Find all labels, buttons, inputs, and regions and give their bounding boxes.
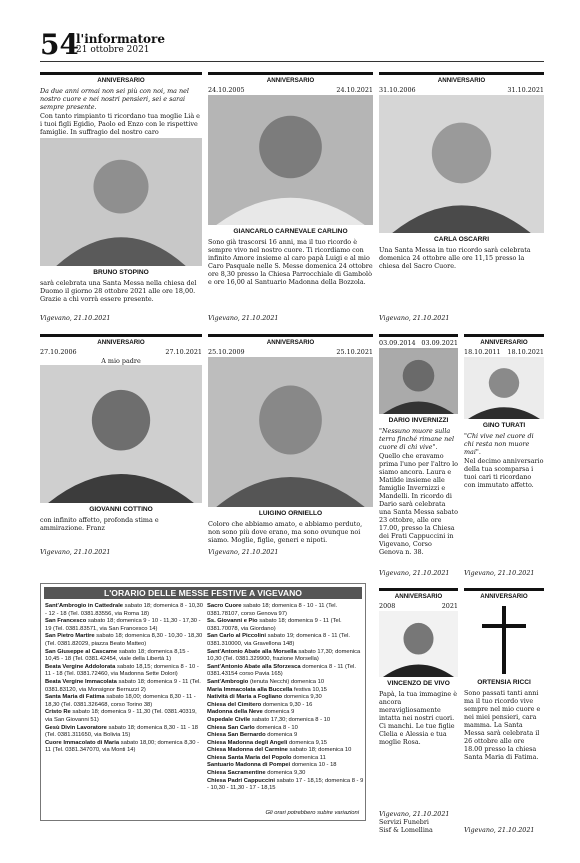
mass-entry bbox=[207, 778, 365, 793]
portrait-photo bbox=[40, 138, 202, 266]
card-top-bar bbox=[379, 72, 544, 75]
mass-times: domenica 8 - 11 (Tel. 0381.43154 corso Pavia 165) bbox=[207, 663, 356, 678]
publication-date: 21 ottobre 2021 bbox=[76, 45, 150, 55]
mass-times: sabato 18; domenica 10 bbox=[289, 747, 352, 754]
card-name: GINO TURATI bbox=[482, 422, 526, 429]
mass-entry bbox=[45, 633, 203, 648]
card-name: BRUNO STOPINO bbox=[93, 269, 149, 276]
card-title: ANNIVERSARIO bbox=[480, 593, 528, 600]
church-name: Ospedale Civile bbox=[207, 716, 251, 723]
card-top-bar bbox=[379, 334, 458, 337]
card-title: ANNIVERSARIO bbox=[266, 339, 315, 346]
card-title: ANNIVERSARIO bbox=[97, 77, 145, 84]
church-name: San Pietro Martire bbox=[45, 633, 95, 640]
card-signature: Vigevano, 21.10.2021 bbox=[40, 548, 111, 556]
mass-times: sabato 18; domenica 9 - 11 (Tel. 0381.83120, via Monsignor Bernuzzi 2) bbox=[45, 678, 201, 693]
church-name: Santa Maria di Fatima bbox=[45, 694, 105, 701]
card-funeral-service-name: Sisf & Lomellina bbox=[379, 826, 433, 834]
portrait-photo bbox=[464, 357, 544, 419]
mass-times: sabato 18,15; domenica 8 - 10 - 11 - 18 (Tel. 0381.72460, via Madonna Sette Dolori) bbox=[45, 663, 199, 678]
mass-times: domenica 11 bbox=[293, 754, 326, 761]
mass-times: sabato 18; domenica 8,15 - 10,45 - 18 (Tel. 0381.42454, viale della Libertà 1) bbox=[45, 648, 190, 663]
card-signature: Vigevano, 21.10.2021 bbox=[464, 826, 535, 834]
church-name: Sant'Ambrogio in Cattedrale bbox=[45, 603, 124, 609]
card-header bbox=[40, 339, 202, 348]
church-name: Beata Vergine Addolorata bbox=[45, 663, 116, 670]
card-devivo bbox=[379, 588, 458, 834]
mass-entry bbox=[207, 702, 365, 710]
card-body: sarà celebrata una Santa Messa nella chiesa del Duomo il giorno 28 ottobre 2021 alle ore 18,00. Grazie a chi vorrà essere presente. bbox=[40, 279, 197, 303]
mass-entry bbox=[207, 709, 365, 717]
date-birth: 2008 bbox=[379, 602, 396, 610]
mass-times: sabato 18; domenica 8 - 10,30 - 12 - 18 (Tel. 0381.83556, via Roma 18) bbox=[45, 603, 203, 617]
date-birth: 31.10.2006 bbox=[379, 86, 416, 94]
card-quote: "Nessuno muore sulla terra finché rimane nel cuore di chi vive". bbox=[379, 427, 455, 451]
mass-times: sabato 18; domenica 9 - 11,30 (Tel. 0381.40319, via San Giovanni 51) bbox=[45, 709, 197, 723]
mass-entry bbox=[45, 709, 203, 724]
page-header bbox=[40, 30, 544, 62]
card-dates bbox=[464, 348, 544, 357]
portrait-photo bbox=[379, 95, 544, 233]
church-name: Cristo Re bbox=[45, 709, 71, 716]
card-title: ANNIVERSARIO bbox=[394, 593, 443, 600]
mass-times: sabato 18; domenica 8 - 10 - 11 (Tel. 0381.78107, corso Genova 97) bbox=[207, 603, 338, 617]
card-name: DARIO INVERNIZZI bbox=[388, 417, 449, 424]
card-body: Papà, la tua immagine è ancora meravigliosamente intatta nei nostri cuori. Ci manchi. Le tue figlie Clelia e Alessia e tua moglie Rosa. bbox=[379, 690, 458, 746]
mass-times: sabato 18; domenica 9 - 10 - 11,30 - 17,30 - 19 (Tel. 0381.83571, via San Francesco 14) bbox=[45, 618, 201, 632]
date-anniversary: 27.10.2021 bbox=[165, 348, 202, 356]
card-name: GIANCARLO CARNEVALE CARLINO bbox=[233, 228, 348, 235]
church-name: San Giuseppe al Cascame bbox=[45, 648, 118, 655]
mass-entry bbox=[207, 732, 365, 740]
mass-times: sabato 17,30; domenica 10,30 (Tel. 0381.329900, frazione Morsella) bbox=[207, 648, 361, 663]
mass-entry bbox=[207, 694, 365, 702]
card-turati bbox=[464, 334, 544, 577]
mass-times: sabato 17 - 18,15; domenica 8 - 9 - 10,30 - 11,30 - 17 - 18,15 bbox=[207, 777, 364, 792]
church-name: Natività di Maria a Fogliano bbox=[207, 694, 283, 701]
card-header bbox=[464, 593, 544, 602]
church-name: Chiesa Madonna del Carmine bbox=[207, 747, 288, 754]
church-name: San Francesco bbox=[45, 618, 87, 625]
mass-schedule-column-right bbox=[207, 603, 365, 793]
card-body: Nel decimo anniversario della tua scomparsa i tuoi cari ti ricordano con immutato affetto. bbox=[464, 457, 544, 489]
mass-times: sabato 18; domenica 8,30 - 11 - 18 (Tel. 0381.311650, via Bolivia 15) bbox=[45, 724, 198, 739]
card-header bbox=[40, 77, 202, 86]
date-birth: 25.10.2009 bbox=[208, 348, 245, 356]
church-name: Sacro Cuore bbox=[207, 603, 242, 609]
mass-entry bbox=[207, 679, 365, 687]
mass-entry bbox=[207, 618, 365, 633]
card-ricci bbox=[464, 588, 544, 834]
mass-entry bbox=[207, 747, 365, 755]
card-header bbox=[208, 339, 373, 348]
mass-entry bbox=[207, 687, 365, 695]
mass-times: domenica 9,30 - 16 bbox=[262, 701, 313, 708]
mass-times: sabato 18; domenica 8,30 - 10,30 - 18,30 (Tel. 0381.82029, piazza Beato Matteo) bbox=[45, 633, 203, 647]
cross-icon bbox=[464, 602, 544, 676]
card-top-bar bbox=[40, 72, 202, 75]
card-top-bar bbox=[379, 588, 458, 591]
card-name: GIOVANNI COTTINO bbox=[89, 506, 153, 513]
card-top-bar bbox=[208, 72, 373, 75]
mass-times: festiva 10,15 bbox=[294, 686, 327, 693]
portrait-photo bbox=[40, 365, 202, 503]
date-birth: 18.10.2011 bbox=[464, 348, 501, 356]
church-name: Gesù Divin Lavoratore bbox=[45, 724, 107, 731]
mass-entry bbox=[207, 633, 365, 648]
mass-times: domenica 10 - 18 bbox=[291, 762, 337, 769]
portrait-photo bbox=[379, 348, 458, 414]
mass-entry bbox=[207, 755, 365, 763]
church-name: Sant'Antonio Abate alla Sforzesca bbox=[207, 663, 301, 670]
mass-entry bbox=[207, 649, 365, 664]
portrait-photo bbox=[208, 357, 373, 507]
mass-times: sabato 18,00; domenica 8,30 - 11 - 18,30 (Tel. 0381.326468, corso Torino 38) bbox=[45, 694, 196, 708]
card-body: Una Santa Messa in tuo ricordo sarà celebrata domenica 24 ottobre alle ore 11,15 presso la chiesa del Sacro Cuore. bbox=[379, 246, 531, 270]
date-anniversary: 2021 bbox=[441, 602, 458, 610]
date-anniversary: 24.10.2021 bbox=[336, 86, 373, 94]
date-birth: 27.10.2006 bbox=[40, 348, 77, 356]
page-number: 54 bbox=[40, 28, 79, 61]
mass-entry bbox=[207, 740, 365, 748]
card-name: ORTENSIA RICCI bbox=[477, 679, 531, 686]
card-header bbox=[379, 77, 544, 86]
card-cottino bbox=[40, 334, 202, 556]
card-body: con infinito affetto, profonda stima e ammirazione. Franz bbox=[40, 516, 159, 532]
card-signature: Vigevano, 21.10.2021 bbox=[379, 810, 450, 818]
card-carlino bbox=[208, 72, 373, 322]
date-anniversary: 18.10.2021 bbox=[507, 348, 544, 356]
card-funeral-service: Servizi Funebri bbox=[379, 818, 429, 826]
mass-times: domenica 9,15 bbox=[288, 739, 327, 746]
card-signature: Vigevano, 21.10.2021 bbox=[379, 314, 450, 322]
card-dates bbox=[40, 348, 202, 357]
date-birth: 03.09.2014 bbox=[379, 339, 416, 347]
mass-times: domenica 8 - 10 bbox=[256, 724, 298, 731]
card-signature: Vigevano, 21.10.2021 bbox=[464, 569, 535, 577]
card-stopino bbox=[40, 72, 202, 322]
card-quote: Da due anni ormai non sei più con noi, ma nel nostro cuore e nei nostri pensieri, sei e sarai sempre presente. bbox=[40, 87, 189, 111]
church-name: Santuario Madonna di Pompei bbox=[207, 762, 291, 769]
card-header bbox=[464, 339, 544, 348]
mass-entry bbox=[45, 740, 203, 755]
church-name: Chiesa Santa Maria del Popolo bbox=[207, 754, 292, 761]
card-dates bbox=[208, 86, 373, 95]
mass-times: domenica 9,30 bbox=[283, 694, 322, 701]
church-name: Maria Immacolata alla Buccella bbox=[207, 686, 293, 693]
card-title: ANNIVERSARIO bbox=[266, 77, 315, 84]
card-title: ANNIVERSARIO bbox=[97, 339, 145, 346]
card-signature: Vigevano, 21.10.2021 bbox=[208, 314, 279, 322]
mass-entry bbox=[45, 649, 203, 664]
card-signature: Vigevano, 21.10.2021 bbox=[208, 548, 279, 556]
mass-entry bbox=[45, 618, 203, 633]
mass-entry bbox=[207, 717, 365, 725]
mass-entry bbox=[207, 603, 365, 618]
mass-entry bbox=[207, 770, 365, 778]
card-signature: Vigevano, 21.10.2021 bbox=[379, 569, 450, 577]
card-top-bar bbox=[208, 334, 373, 337]
mass-times: sabato 17,30; domenica 8 - 10 bbox=[251, 716, 331, 723]
church-name: Chiesa Sacramentine bbox=[207, 770, 266, 777]
date-anniversary: 25.10.2021 bbox=[336, 348, 373, 356]
card-title: ANNIVERSARIO bbox=[437, 77, 486, 84]
portrait-photo bbox=[379, 611, 458, 677]
card-body: Quello che eravamo prima l'uno per l'altro lo siamo ancora. Laura e Matilde insieme alle famiglie Invernizzi e Mandelli. In ricordo di Dario sarà celebrata una Santa Messa sabato 23 ottobre, alle ore 17.00, presso la Chiesa dei Frati Cappuccini in Vigevano, Corso Genova n. 38. bbox=[379, 452, 458, 556]
card-body: Sono passati tanti anni ma il tuo ricordo vive sempre nel mio cuore e nei miei pensieri, cara mamma. La Santa Messa sarà celebrata il 26 ottobre alle ore 18.00 presso la chiesa Santa Maria di Fatima. bbox=[464, 689, 541, 761]
church-name: Chiesa San Carlo bbox=[207, 724, 255, 731]
mass-entry bbox=[45, 603, 203, 618]
card-subtitle: A mio padre bbox=[101, 357, 141, 365]
mass-schedule-box bbox=[40, 583, 366, 821]
mass-entry bbox=[207, 725, 365, 733]
mass-entry bbox=[45, 694, 203, 709]
card-quote: "Chi vive nel cuore di chi resta non muore mai". bbox=[464, 432, 534, 456]
card-dates bbox=[208, 348, 373, 357]
portrait-photo bbox=[208, 95, 373, 225]
card-body: Coloro che abbiamo amato, e abbiamo perduto, non sono più dove erano, ma sono ovunque noi siamo. Moglie, figlie, generi e nipoti. bbox=[208, 520, 363, 544]
mass-schedule-footnote: Gli orari potrebbero subire variazioni bbox=[265, 810, 359, 817]
church-name: Ss. Giovanni e Pio bbox=[207, 618, 258, 625]
publication-name: l'informatore bbox=[76, 32, 165, 46]
card-dates bbox=[379, 86, 544, 95]
mass-times: sabato 18; domenica 9 - 11 (Tel. 0381.70078, via Giordano) bbox=[207, 618, 342, 632]
church-name: San Carlo al Piccolini bbox=[207, 633, 266, 640]
mass-schedule-column-left bbox=[45, 603, 203, 755]
card-top-bar bbox=[464, 334, 544, 337]
mass-schedule-title: L'ORARIO DELLE MESSE FESTIVE A VIGEVANO bbox=[44, 587, 362, 599]
card-dates bbox=[379, 339, 458, 348]
card-name: VINCENZO DE VIVO bbox=[387, 680, 450, 687]
card-name: CARLA OSCARRI bbox=[433, 236, 490, 243]
card-name: LUIGINO ORNIELLO bbox=[258, 510, 323, 517]
mass-entry bbox=[45, 679, 203, 694]
card-invernizzi bbox=[379, 334, 458, 577]
date-birth: 24.10.2005 bbox=[208, 86, 245, 94]
church-name: Beata Vergine Immacolata bbox=[45, 678, 117, 685]
card-header bbox=[208, 77, 373, 86]
mass-entry bbox=[207, 762, 365, 770]
church-name: Chiesa Padri Cappuccini bbox=[207, 777, 275, 784]
card-signature: Vigevano, 21.10.2021 bbox=[40, 314, 111, 322]
card-dates bbox=[379, 602, 458, 611]
card-title: ANNIVERSARIO bbox=[480, 339, 528, 346]
card-header bbox=[379, 593, 458, 602]
church-name: Chiesa del Cimitero bbox=[207, 701, 262, 708]
church-name: Sant'Ambrogio bbox=[207, 678, 249, 685]
card-oscarri bbox=[379, 72, 544, 322]
mass-times: sabato 18,00; domenica 8,30 - 11 (Tel. 0381.347070, via Monti 14) bbox=[45, 739, 200, 754]
card-top-bar bbox=[40, 334, 202, 337]
card-top-bar bbox=[464, 588, 544, 591]
card-body: Sono già trascorsi 16 anni, ma il tuo ricordo è sempre vivo nel nostro cuore. Ti ricordiamo con infinito Amore insieme al caro papà Luigi e al mio Caro Pasquale nelle S. Messe domenica 24 ottobre ore 8,30 presso la Chiesa Parrocchiale di Gambolò e ore 16,00 al Santuario Madonna della Bozzola. bbox=[208, 238, 373, 286]
church-name: Chiesa San Bernardo bbox=[207, 732, 266, 739]
mass-entry bbox=[207, 664, 365, 679]
mass-times: domenica 9,30 bbox=[267, 770, 306, 777]
card-intro: Con tanto rimpianto ti ricordano tua moglie Lià e i tuoi figli Egidio, Paolo ed Enzo con le rispettive famiglie. In suffragio del nostro caro bbox=[40, 112, 200, 136]
church-name: Cuore Immacolato di Maria bbox=[45, 739, 120, 746]
mass-times: domenica 9 bbox=[264, 709, 295, 716]
mass-entry bbox=[45, 725, 203, 740]
church-name: Madonna della Neve bbox=[207, 709, 263, 716]
mass-times: (tenuta Necchi) domenica 10 bbox=[249, 678, 325, 685]
date-anniversary: 03.09.2021 bbox=[421, 339, 458, 347]
mass-times: domenica 9 bbox=[267, 732, 298, 739]
church-name: Sant'Antonio Abate alla Morsella bbox=[207, 648, 297, 655]
mass-entry bbox=[45, 664, 203, 679]
church-name: Chiesa Madonna degli Angeli bbox=[207, 739, 288, 746]
date-anniversary: 31.10.2021 bbox=[507, 86, 544, 94]
mass-times: sabato 19; domenica 8 - 11 (Tel. 0381.310000, via Gravellona 148) bbox=[207, 633, 350, 647]
card-orniello bbox=[208, 334, 373, 556]
